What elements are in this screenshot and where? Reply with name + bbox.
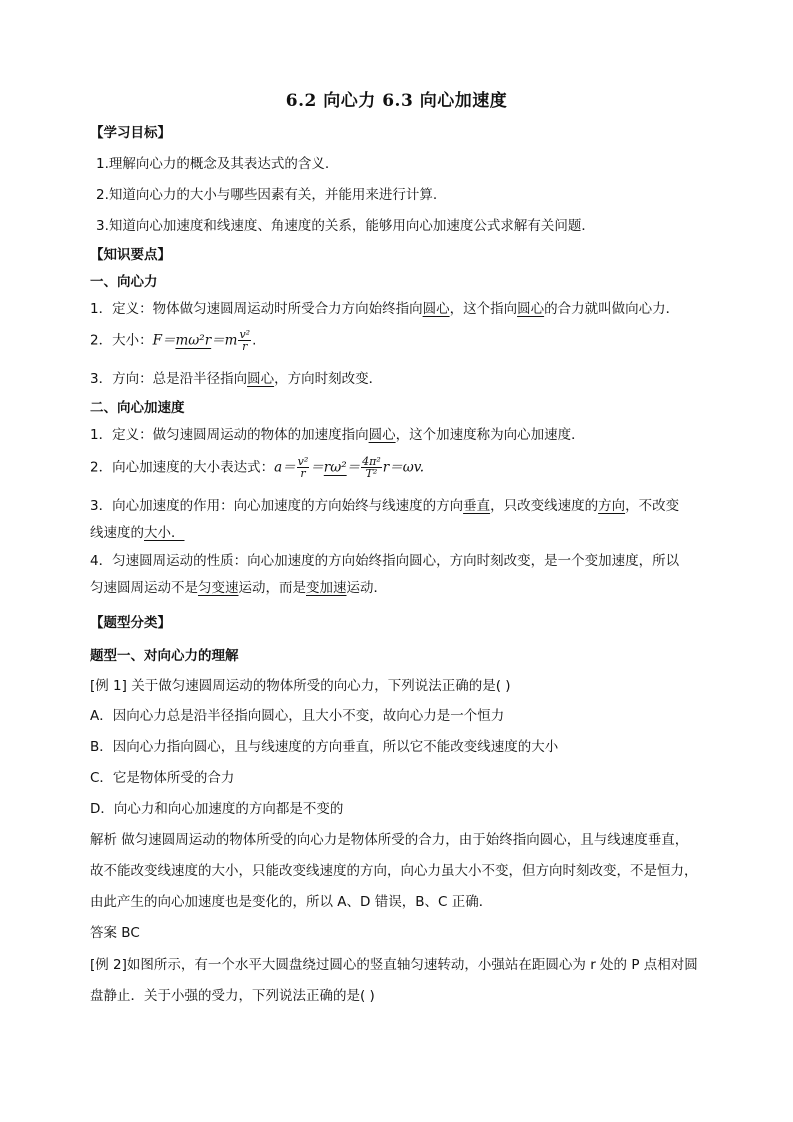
example-1-option-c: C．它是物体所受的合力 [90,770,235,786]
acceleration-definition: 1．定义：做匀速圆周运动的物体的加速度指向圆心，这个加速度称为向心加速度． [90,427,585,443]
4pi2-over-T2-fraction: $\frac{\text{4π²}}{\text{T²}}$ [362,455,381,480]
example-2-stem-line-2: 盘静止．关于小强的受力，下列说法正确的是( ) [90,988,375,1004]
goal-item-2: 2.知道向心力的大小与哪些因素有关，并能用来进行计算. [96,187,438,203]
example-2-stem-line-1: [例 2]如图所示，有一个水平大圆盘绕过圆心的竖直轴匀速转动，小强站在距圆心为 r 处的 P 点相对圆 [90,957,698,973]
example-1-option-a: A．因向心力总是沿半径指向圆心，且大小不变，故向心力是一个恒力 [90,708,505,724]
motion-nature-line-1: 4．匀速圆周运动的性质：向心加速度的方向始终指向圆心，方向时刻改变，是一个变加速度，所以 [90,553,680,569]
v2-over-r-fraction: $\frac{\text{v²}}{r}$ [297,455,309,480]
types-heading: 【题型分类】 [90,615,171,631]
goal-item-3: 3.知道向心加速度和线速度、角速度的关系，能够用向心加速度公式求解有关问题． [96,218,595,234]
type-1-heading: 题型一、对向心力的理解 [90,648,239,664]
acceleration-expression: 2．向心加速度的大小表达式：a＝ $\frac{\text{v²}}{r}$ ＝rω²＝ $\frac{\text{4π²}}{\text{T²}}$ r＝ωv. [90,455,425,480]
force-magnitude: 2．大小：F＝mω²r＝m $\frac{\text{v²}}{r}$ . [90,328,257,353]
acceleration-role-line-1: 3．向心加速度的作用：向心加速度的方向始终与线速度的方向垂直，只改变线速度的方向，不改变 [90,498,680,514]
example-1-option-b: B．因向心力指向圆心，且与线速度的方向垂直，所以它不能改变线速度的大小 [90,739,559,755]
acceleration-role-line-2: 线速度的大小． [90,525,185,541]
section-2-heading: 二、向心加速度 [90,400,185,416]
example-1-analysis-line-3: 由此产生的向心加速度也是变化的，所以 A、D 错误，B、C 正确． [90,894,493,910]
example-1-analysis-line-2: 故不能改变线速度的大小，只能改变线速度的方向，向心力虽大小不变，但方向时刻改变，不是恒力， [90,863,698,879]
example-1-stem: [例 1] 关于做匀速圆周运动的物体所受的向心力，下列说法正确的是( ) [90,678,511,694]
example-1-option-d: D．向心力和向心加速度的方向都是不变的 [90,801,344,817]
example-1-analysis-line-1: 解析 做匀速圆周运动的物体所受的向心力是物体所受的合力，由于始终指向圆心，且与线速度垂直， [90,832,689,848]
motion-nature-line-2: 匀速圆周运动不是匀变速运动，而是变加速运动． [90,580,387,596]
v2-over-r-fraction: $\frac{\text{v²}}{r}$ [239,328,251,353]
page-title: 6.2 向心力 6.3 向心加速度 [285,91,508,111]
force-definition: 1．定义：物体做匀速圆周运动时所受合力方向始终指向圆心，这个指向圆心的合力就叫做向心力． [90,301,680,317]
example-1-answer: 答案 BC [90,925,140,941]
force-direction: 3．方向：总是沿半径指向圆心，方向时刻改变． [90,371,383,387]
goals-heading: 【学习目标】 [90,125,171,141]
knowledge-heading: 【知识要点】 [90,247,171,263]
section-1-heading: 一、向心力 [90,274,158,290]
goal-item-1: 1.理解向心力的概念及其表达式的含义. [96,156,330,172]
